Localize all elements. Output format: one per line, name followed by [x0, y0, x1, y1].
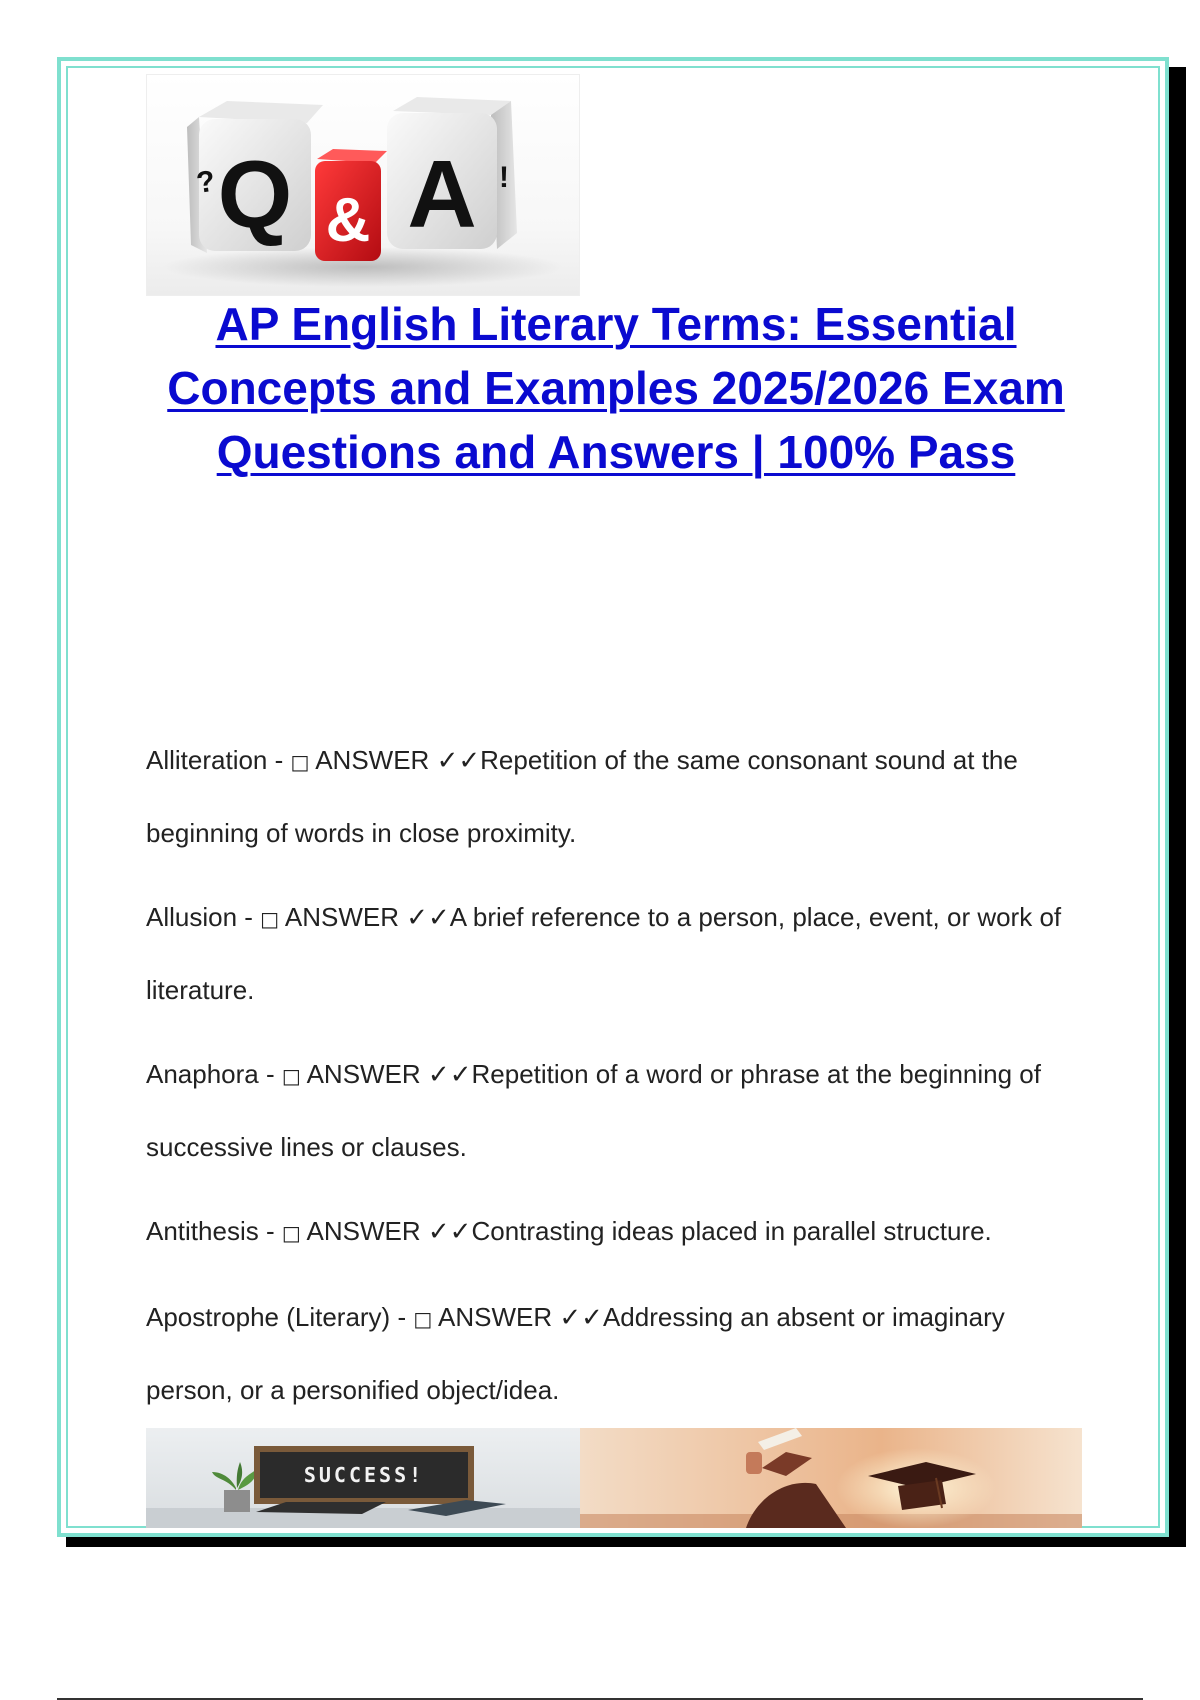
entry-term: Anaphora	[146, 1059, 259, 1089]
entry-term: Antithesis	[146, 1216, 259, 1246]
qa-entry	[146, 882, 1096, 1026]
double-check-icon: ✓✓	[436, 746, 481, 776]
double-check-icon: ✓✓	[427, 1060, 472, 1090]
q-die	[187, 101, 323, 253]
entry-separator: -	[267, 745, 291, 775]
entry-term: Apostrophe (Literary)	[146, 1302, 391, 1332]
entry-answer-label: ANSWER	[279, 902, 407, 932]
letter-a: A	[407, 141, 477, 248]
missing-glyph-icon: □	[260, 907, 280, 931]
qa-dice-logo	[146, 74, 580, 296]
entry-separator: -	[390, 1302, 414, 1332]
success-sign-text: SUCCESS!	[303, 1463, 425, 1487]
missing-glyph-icon: □	[290, 750, 310, 774]
entry-definition: Repetition of the same consonant sound at the beginning of words in close proximity.	[146, 745, 1018, 848]
entry-term: Allusion	[146, 902, 238, 932]
document-title: AP English Literary Terms: Essential Concepts and Examples 2025/2026 Exam Questions and Answers | 100% Pass	[167, 298, 1065, 478]
qa-entry	[146, 1039, 1096, 1183]
entry-answer-label: ANSWER	[309, 745, 437, 775]
entry-answer-label: ANSWER	[300, 1059, 428, 1089]
missing-glyph-icon: □	[281, 1064, 301, 1088]
entry-definition: Addressing an absent or imaginary person, or a personified object/idea.	[146, 1302, 1005, 1405]
entry-definition: A brief reference to a person, place, event, or work of literature.	[146, 902, 1062, 1005]
qa-entry-list	[146, 725, 1096, 1439]
entry-definition: Repetition of a word or phrase at the beginning of successive lines or clauses.	[146, 1059, 1041, 1162]
qa-entry	[146, 1196, 1096, 1269]
entry-definition: Contrasting ideas placed in parallel structure.	[471, 1216, 992, 1246]
entry-term: Alliteration	[146, 745, 268, 775]
entry-answer-label: ANSWER	[300, 1216, 428, 1246]
and-die	[315, 149, 387, 261]
svg-text:?: ?	[194, 164, 218, 200]
double-check-icon: ✓✓	[406, 903, 450, 933]
letter-q: Q	[217, 141, 293, 248]
qa-entry	[146, 1282, 1096, 1426]
entry-answer-label: ANSWER	[432, 1302, 560, 1332]
qa-entry	[146, 725, 1096, 869]
entry-separator: -	[258, 1059, 282, 1089]
double-check-icon: ✓✓	[427, 1217, 472, 1247]
success-sign	[254, 1446, 474, 1504]
entry-separator: -	[258, 1216, 282, 1246]
missing-glyph-icon: □	[281, 1221, 301, 1245]
entry-separator: -	[237, 902, 261, 932]
missing-glyph-icon: □	[413, 1307, 433, 1331]
success-banner-image	[146, 1428, 1082, 1528]
double-check-icon: ✓✓	[559, 1303, 603, 1333]
svg-text:!: !	[499, 161, 509, 194]
a-die	[387, 97, 517, 249]
letter-and: &	[325, 186, 371, 255]
